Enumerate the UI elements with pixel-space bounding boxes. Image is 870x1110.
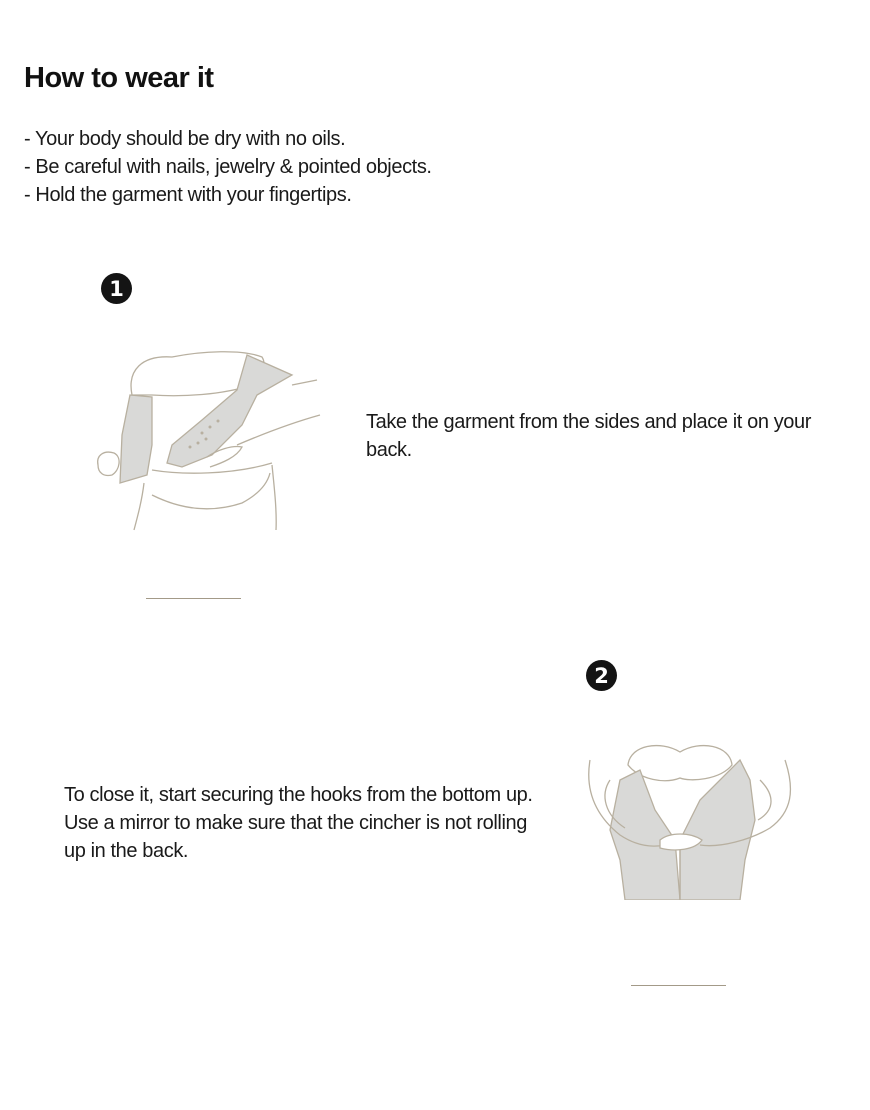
page-title: How to wear it: [24, 62, 214, 94]
tip-item: - Your body should be dry with no oils.: [24, 128, 346, 150]
step-number-badge: 1: [101, 273, 132, 304]
step-2-instruction: To close it, start securing the hooks from the bottom up. Use a mirror to make sure that the cincher is not rolling up in the back.: [64, 784, 533, 862]
tip-item: - Hold the garment with your fingertips.: [24, 184, 352, 206]
tips-list: [24, 125, 432, 209]
step-number-badge: 2: [586, 660, 617, 691]
step-2-illustration: [580, 740, 805, 900]
section-divider: [146, 598, 241, 599]
section-divider: [631, 985, 726, 986]
tip-item: - Be careful with nails, jewelry & pointed objects.: [24, 156, 432, 178]
step-1-illustration: [92, 345, 322, 535]
step-1-instruction: Take the garment from the sides and place it on your back.: [366, 411, 812, 461]
